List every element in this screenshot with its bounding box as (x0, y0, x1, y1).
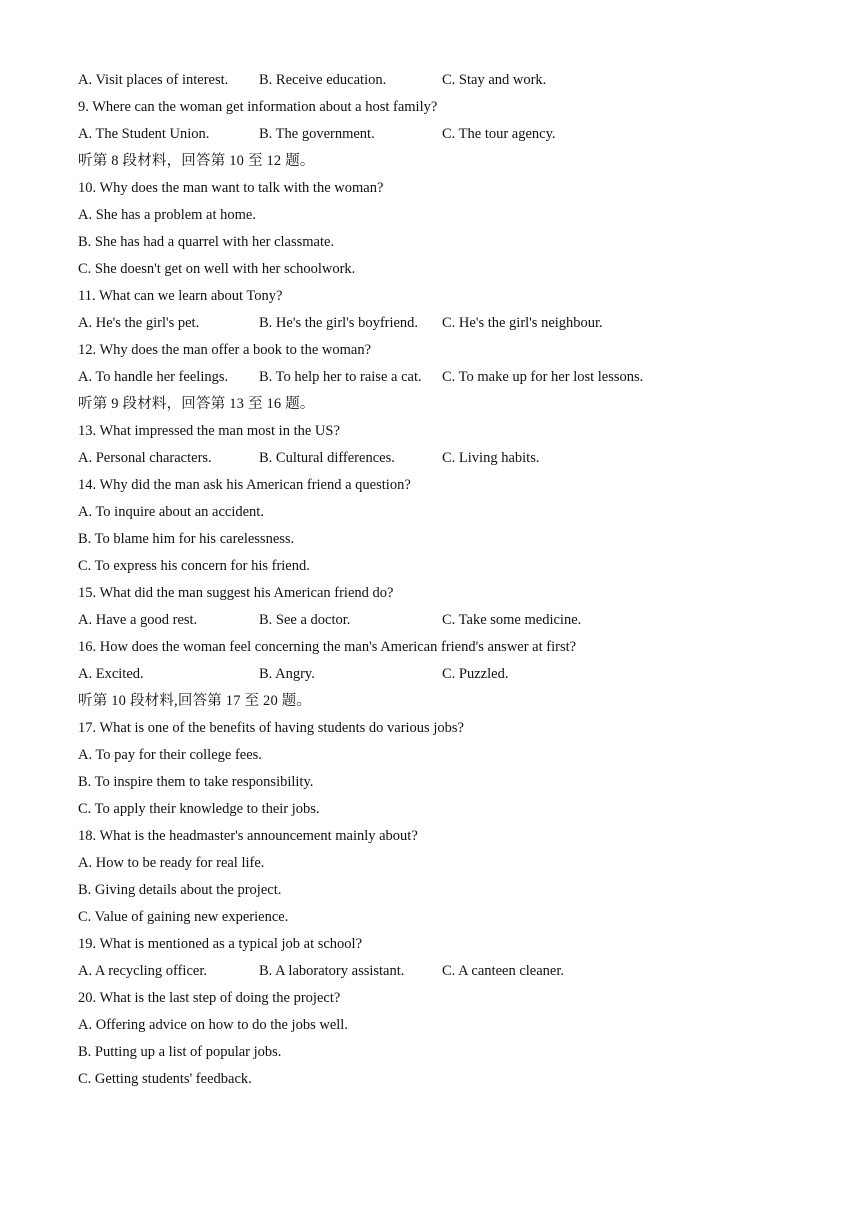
answer-option-b: B. The government. (259, 126, 375, 142)
answer-option-a: A. A recycling officer. (78, 963, 207, 979)
question-text: 9. Where can the woman get information about a host family? (78, 99, 438, 115)
question-text: 19. What is mentioned as a typical job at school? (78, 936, 363, 952)
answer-option-a: A. Personal characters. (78, 450, 212, 466)
options-row (78, 960, 838, 987)
answer-option-b: B. See a doctor. (259, 612, 351, 628)
answer-option: C. To express his concern for his friend. (78, 558, 310, 574)
answer-option-c: C. A canteen cleaner. (442, 963, 564, 979)
answer-option: B. To inspire them to take responsibility. (78, 774, 314, 790)
answer-option: A. She has a problem at home. (78, 207, 256, 223)
answer-option: B. Giving details about the project. (78, 882, 282, 898)
answer-option-b: B. Cultural differences. (259, 450, 395, 466)
answer-option-c: C. The tour agency. (442, 126, 556, 142)
answer-option: B. To blame him for his carelessness. (78, 531, 295, 547)
options-row (78, 663, 838, 690)
question-text: 14. Why did the man ask his American friend a question? (78, 477, 411, 493)
answer-option: C. To apply their knowledge to their jobs. (78, 801, 320, 817)
question-text: 20. What is the last step of doing the project? (78, 990, 341, 1006)
question-text: 18. What is the headmaster's announcement mainly about? (78, 828, 418, 844)
section-instruction: 听第 10 段材料,回答第 17 至 20 题。 (78, 693, 312, 709)
section-instruction: 听第 9 段材料，回答第 13 至 16 题。 (78, 396, 315, 412)
question-text: 11. What can we learn about Tony? (78, 288, 283, 304)
answer-option-c: C. Take some medicine. (442, 612, 582, 628)
answer-option-a: A. Visit places of interest. (78, 72, 229, 88)
question-text: 12. Why does the man offer a book to the woman? (78, 342, 372, 358)
question-text: 10. Why does the man want to talk with the woman? (78, 180, 384, 196)
answer-option-b: B. Receive education. (259, 72, 387, 88)
answer-option: A. To pay for their college fees. (78, 747, 262, 763)
answer-option-a: A. Have a good rest. (78, 612, 198, 628)
answer-option-b: B. He's the girl's boyfriend. (259, 315, 419, 331)
answer-option: B. Putting up a list of popular jobs. (78, 1044, 282, 1060)
answer-option: B. She has had a quarrel with her classmate. (78, 234, 335, 250)
options-row (78, 447, 838, 474)
answer-option: C. She doesn't get on well with her schoolwork. (78, 261, 356, 277)
options-row (78, 366, 838, 393)
answer-option-b: B. To help her to raise a cat. (259, 369, 422, 385)
answer-option-c: C. To make up for her lost lessons. (442, 369, 644, 385)
question-list (78, 69, 838, 1095)
answer-option-c: C. He's the girl's neighbour. (442, 315, 603, 331)
answer-option-a: A. To handle her feelings. (78, 369, 229, 385)
answer-option-a: A. He's the girl's pet. (78, 315, 200, 331)
answer-option-b: B. Angry. (259, 666, 315, 682)
answer-option-a: A. Excited. (78, 666, 144, 682)
options-row (78, 123, 838, 150)
section-instruction: 听第 8 段材料，回答第 10 至 12 题。 (78, 153, 315, 169)
answer-option: A. To inquire about an accident. (78, 504, 264, 520)
answer-option-c: C. Stay and work. (442, 72, 547, 88)
answer-option: C. Value of gaining new experience. (78, 909, 289, 925)
answer-option: C. Getting students' feedback. (78, 1071, 252, 1087)
answer-option-b: B. A laboratory assistant. (259, 963, 405, 979)
options-row (78, 312, 838, 339)
answer-option-c: C. Puzzled. (442, 666, 509, 682)
question-text: 17. What is one of the benefits of having students do various jobs? (78, 720, 464, 736)
question-text: 15. What did the man suggest his American friend do? (78, 585, 394, 601)
answer-option-a: A. The Student Union. (78, 126, 210, 142)
answer-option: A. Offering advice on how to do the jobs well. (78, 1017, 348, 1033)
answer-option: A. How to be ready for real life. (78, 855, 265, 871)
options-row (78, 609, 838, 636)
answer-option-c: C. Living habits. (442, 450, 540, 466)
options-row (78, 69, 838, 96)
question-text: 13. What impressed the man most in the US? (78, 423, 340, 439)
question-text: 16. How does the woman feel concerning the man's American friend's answer at first? (78, 639, 577, 655)
